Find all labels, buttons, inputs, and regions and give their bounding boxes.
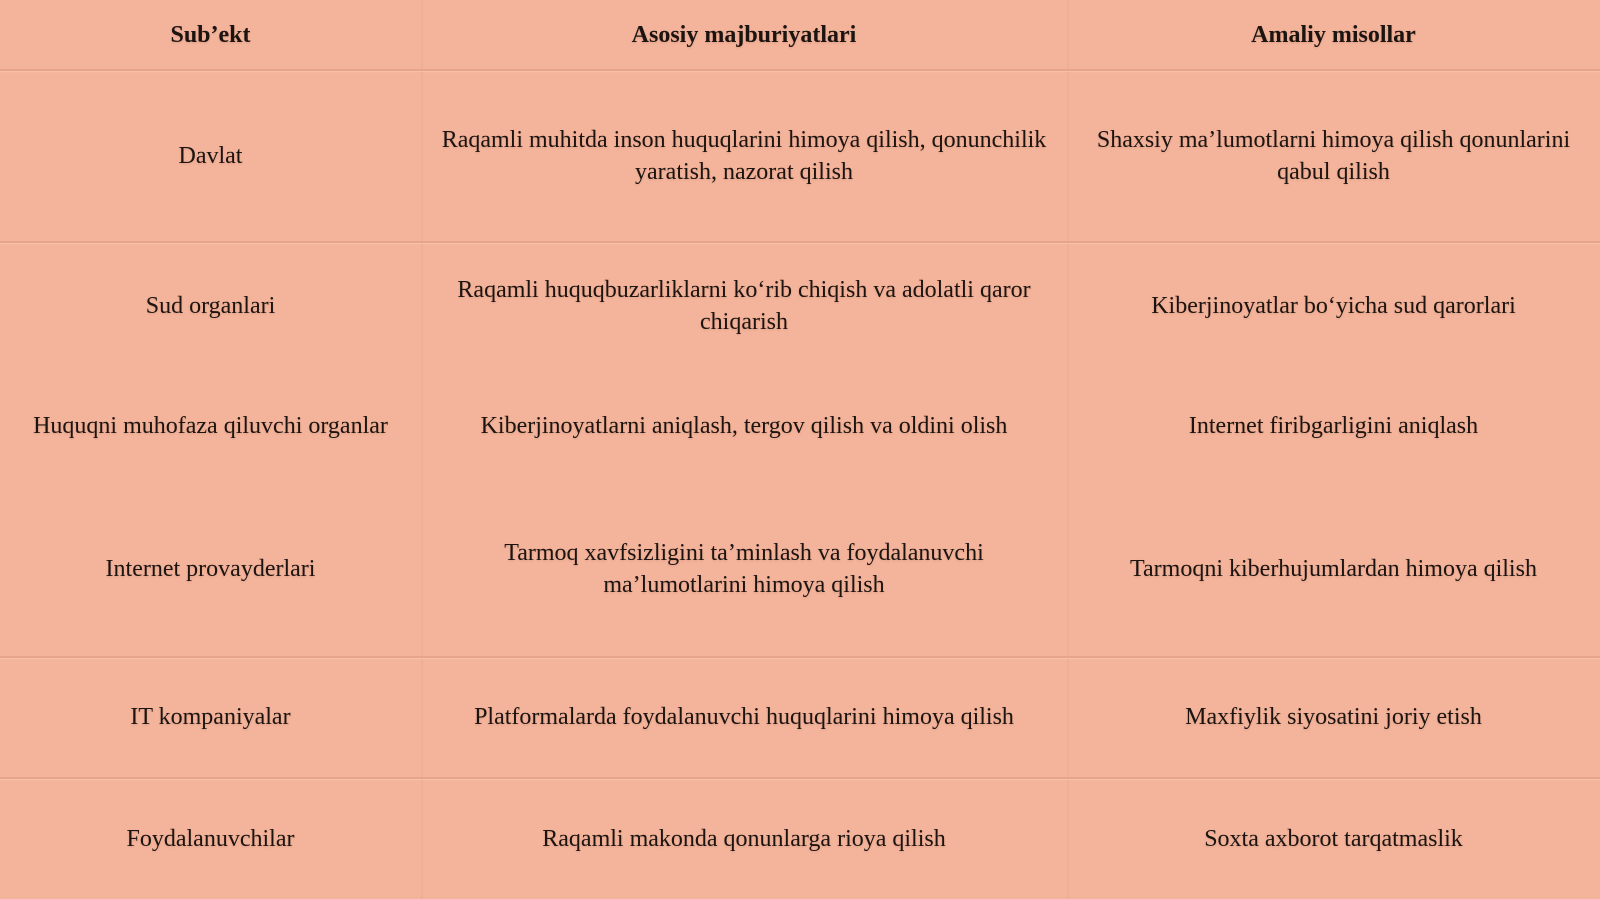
table-row: [0, 658, 1600, 776]
cell-examples: Maxfiylik siyosatini joriy etish: [1185, 704, 1482, 730]
cell-duties: Raqamli makonda qonunlarga rioya qilish: [542, 826, 946, 852]
cell-examples: Shaxsiy ma’lumotlarni himoya qilish qonunlarini qabul qilish: [1096, 127, 1571, 185]
cell-subject: Sud organlari: [145, 292, 276, 319]
cell-duties: Kiberjinoyatlarni aniqlash, tergov qilish va oldini olish: [480, 412, 1008, 439]
cell-duties: Tarmoq xavfsizligini ta’minlash va foydalanuvchi ma’lumotlarini himoya qilish: [504, 540, 984, 598]
cell-subject: IT kompaniyalar: [130, 704, 291, 730]
cell-duties: Raqamli huquqbuzarliklarni ko‘rib chiqish va adolatli qaror chiqarish: [457, 276, 1031, 335]
cell-subject: Internet provayderlari: [105, 556, 316, 582]
cell-duties: Raqamli muhitda inson huquqlarini himoya qilish, qonunchilik yaratish, nazorat qilish: [441, 127, 1047, 185]
header-examples: Amaliy misollar: [1251, 22, 1416, 48]
cell-subject: Davlat: [178, 143, 243, 169]
header-duties: Asosiy majburiyatlari: [631, 22, 857, 48]
cell-duties: Platformalarda foydalanuvchi huquqlarini himoya qilish: [474, 704, 1014, 730]
table-row: [0, 483, 1600, 655]
cell-examples: Internet firibgarligini aniqlash: [1188, 412, 1479, 439]
table-row: [0, 368, 1600, 483]
cell-examples: Tarmoqni kiberhujumlardan himoya qilish: [1130, 556, 1537, 582]
cell-examples: Kiberjinoyatlar bo‘yicha sud qarorlari: [1151, 292, 1516, 319]
header-subject: Sub’ekt: [170, 22, 251, 48]
cell-subject: Huquqni muhofaza qiluvchi organlar: [33, 412, 388, 439]
table-header-row: [0, 0, 1600, 70]
cell-examples: Soxta axborot tarqatmaslik: [1204, 826, 1463, 852]
cell-subject: Foydalanuvchilar: [126, 826, 295, 852]
table-row: [0, 71, 1600, 241]
table-row: [0, 243, 1600, 368]
table-row: [0, 779, 1600, 899]
